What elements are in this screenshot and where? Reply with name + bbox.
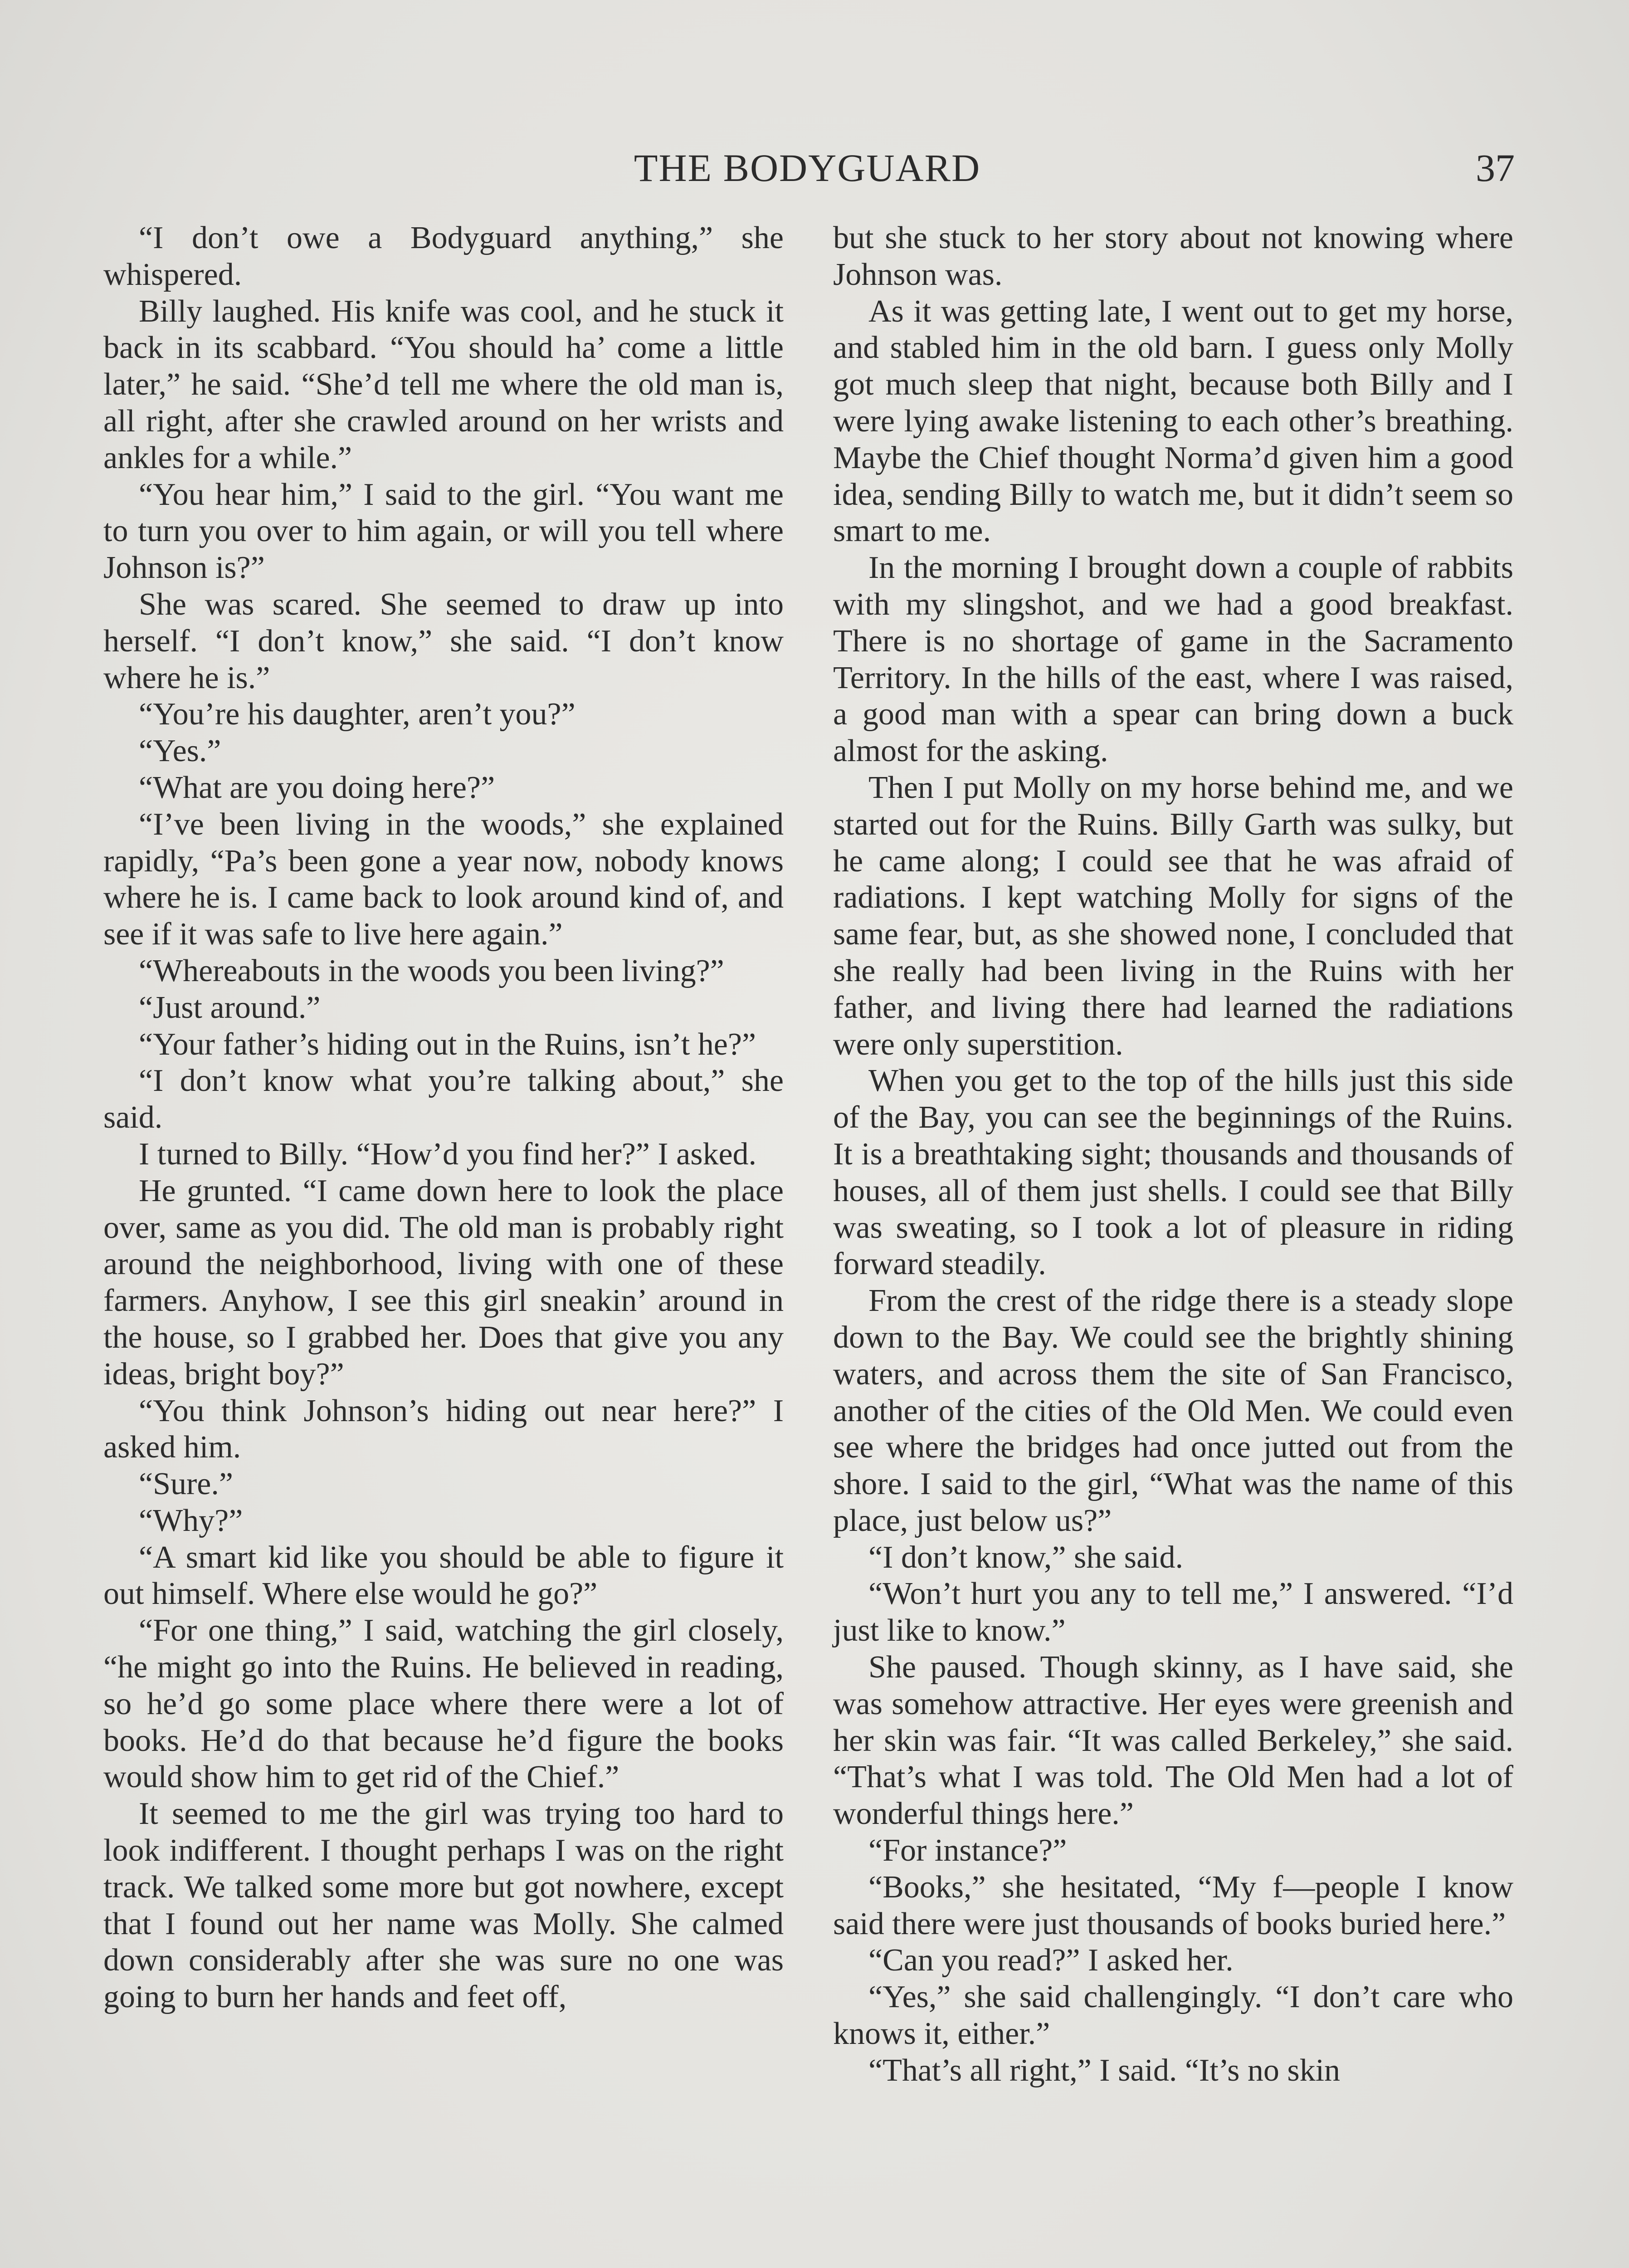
paragraph: “For one thing,” I said, watching the girl closely, “he might go into the Ruins. He believed in reading, so he’d go some place where there were a lot of books. He’d do that because he’d figure the books would show him to get rid of the Chief.” [103, 1613, 784, 1795]
paragraph: but she stuck to her story about not knowing where Johnson was. [833, 220, 1513, 292]
paragraph: “You hear him,” I said to the girl. “You want me to turn you over to him again, or will you tell where Johnson is?” [103, 477, 784, 586]
paragraph: “Won’t hurt you any to tell me,” I answered. “I’d just like to know.” [833, 1576, 1513, 1648]
paragraph: “What are you doing here?” [139, 770, 495, 805]
page-number: 37 [1476, 146, 1515, 190]
paragraph: “That’s all right,” I said. “It’s no skin [868, 2053, 1341, 2088]
paragraph: “Just around.” [139, 990, 321, 1025]
paragraph: It seemed to me the girl was trying too hard to look indifferent. I thought perhaps I was on the right track. We talked some more but got nowhere, except that I found out her name was Molly. She calmed down considerably after she was sure no one was going to burn her hands and feet off, [103, 1796, 784, 2015]
paragraph: From the crest of the ridge there is a steady slope down to the Bay. We could see the brightly shining waters, and across them the site of San Francisco, another of the cities of the Old Men. We could even see where the bridges had once jutted out from the shore. I said to the girl, “What was the name of this place, just below us?” [833, 1283, 1513, 1538]
paragraph: “For instance?” [868, 1833, 1067, 1868]
paragraph: She was scared. She seemed to draw up into herself. “I don’t know,” she said. “I don’t know where he is.” [103, 587, 784, 695]
paragraph: “Yes.” [139, 733, 221, 769]
paragraph: “Books,” she hesitated, “My f—people I know said there were just thousands of books buried here.” [833, 1869, 1513, 1941]
paragraph: I turned to Billy. “How’d you find her?” I asked. [139, 1136, 757, 1172]
paragraph: “A smart kid like you should be able to figure it out himself. Where else would he go?” [103, 1540, 784, 1612]
left-text-column [103, 220, 784, 2016]
paragraph: “Whereabouts in the woods you been living?” [139, 953, 724, 988]
paragraph: “I don’t know what you’re talking about,” she said. [103, 1063, 784, 1135]
right-text-column [833, 220, 1513, 2089]
paragraph: In the morning I brought down a couple of rabbits with my slingshot, and we had a good breakfast. There is no shortage of game in the Sacramento Territory. In the hills of the east, where I was raised, a good man with a spear can bring down a buck almost for the asking. [833, 550, 1513, 769]
paragraph: “Can you read?” I asked her. [868, 1943, 1234, 1978]
paragraph: “I don’t know,” she said. [868, 1540, 1184, 1575]
paragraph: “Why?” [139, 1503, 243, 1538]
paragraph: She paused. Though skinny, as I have said, she was somehow attractive. Her eyes were greenish and her skin was fair. “It was called Berkeley,” she said. “That’s what I was told. The Old Men had a lot of wonderful things here.” [833, 1650, 1513, 1832]
paragraph: When you get to the top of the hills just this side of the Bay, you can see the beginnings of the Ruins. It is a breathtaking sight; thousands and thousands of houses, all of them just shells. I could see that Billy was sweating, so I took a lot of pleasure in riding forward steadily. [833, 1063, 1513, 1282]
page-header [100, 141, 1515, 204]
paragraph: Billy laughed. His knife was cool, and he stuck it back in its scabbard. “You should ha’ come a little later,” he said. “She’d tell me where the old man is, all right, after she crawled around on her wrists and ankles for a while.” [103, 293, 784, 475]
paragraph: “You think Johnson’s hiding out near here?” I asked him. [103, 1393, 784, 1465]
paragraph: He grunted. “I came down here to look the place over, same as you did. The old man is probably right around the neighborhood, living with one of these farmers. Anyhow, I see this girl sneakin’ around in the house, so I grabbed her. Does that give you any ideas, bright boy?” [103, 1173, 784, 1392]
paragraph: “Sure.” [139, 1466, 233, 1502]
paragraph: Then I put Molly on my horse behind me, and we started out for the Ruins. Billy Garth was sulky, but he came along; I could see that he was afraid of radiations. I kept watching Molly for signs of the same fear, but, as she showed none, I concluded that she really had been living in the Ruins with her father, and living there had learned the radiations were only superstition. [833, 770, 1513, 1062]
running-title: THE BODYGUARD [634, 146, 981, 190]
paragraph: “Yes,” she said challengingly. “I don’t care who knows it, either.” [833, 1980, 1513, 2052]
paragraph: “Your father’s hiding out in the Ruins, isn’t he?” [139, 1026, 756, 1062]
paragraph: As it was getting late, I went out to get my horse, and stabled him in the old barn. I guess only Molly got much sleep that night, because both Billy and I were lying awake listening to each other’s breathing. Maybe the Chief thought Norma’d given him a good idea, sending Billy to watch me, but it didn’t seem so smart to me. [833, 293, 1513, 549]
paragraph: “I don’t owe a Bodyguard anything,” she whispered. [103, 220, 784, 292]
paragraph: “I’ve been living in the woods,” she explained rapidly, “Pa’s been gone a year now, nobody knows where he is. I came back to look around kind of, and see if it was safe to live here again.” [103, 807, 784, 952]
paragraph: “You’re his daughter, aren’t you?” [139, 697, 576, 732]
